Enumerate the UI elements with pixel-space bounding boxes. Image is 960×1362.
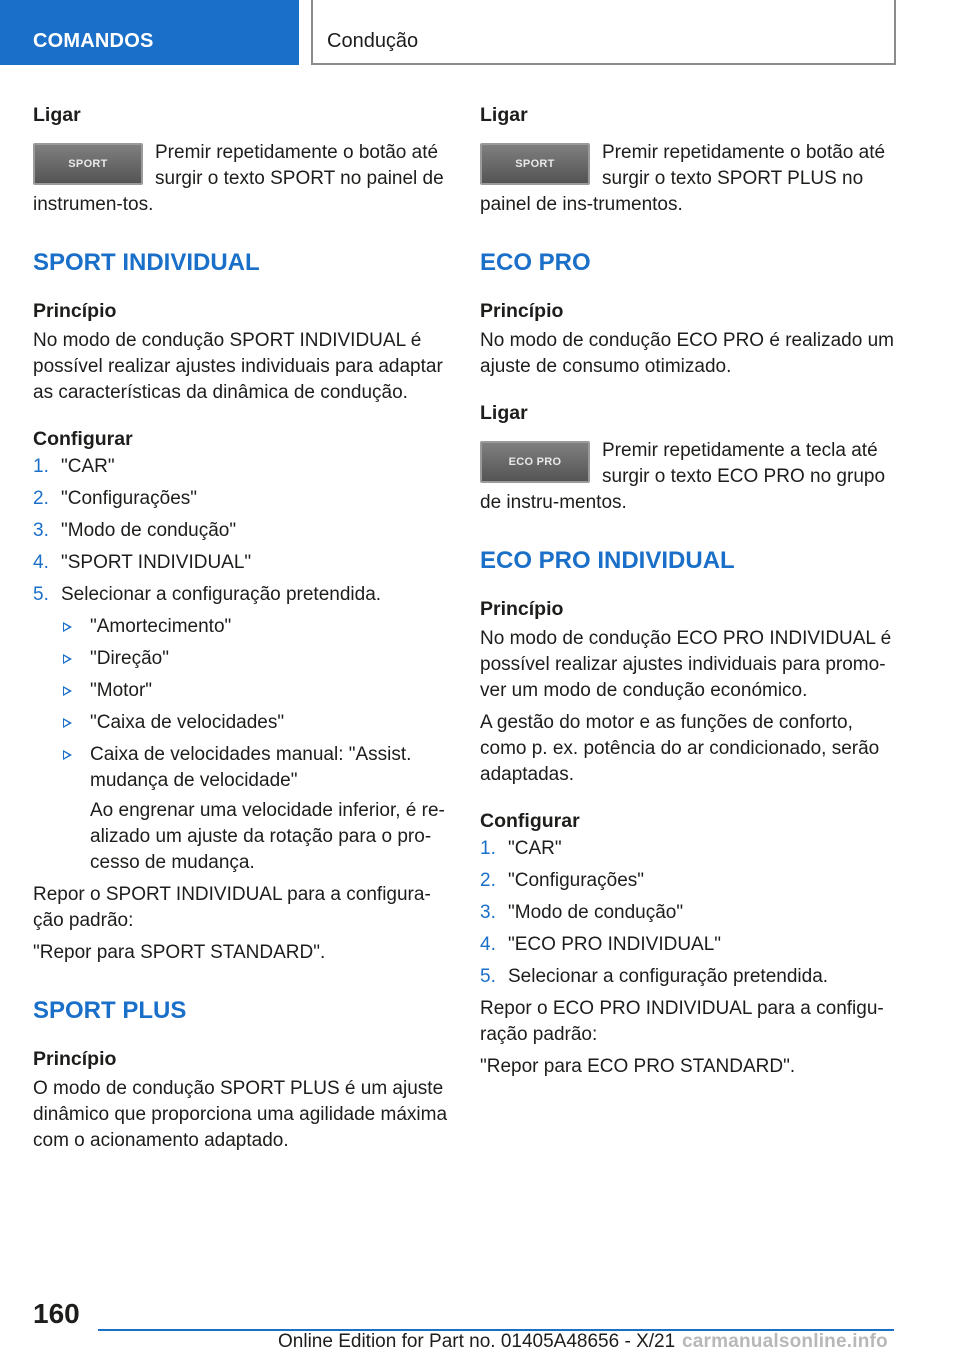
sport-button-icon: SPORT <box>480 143 590 185</box>
configurar-heading: Configurar <box>480 810 580 832</box>
triangle-bullet-icon <box>63 686 72 696</box>
sport-individual-title: SPORT INDIVIDUAL <box>33 249 260 276</box>
config-options <box>61 614 449 794</box>
ligar-text: Premir repetidamente o botão até surgir o texto SPORT PLUS no painel de ins-trumentos. <box>480 142 886 215</box>
principio-heading: Princípio <box>33 300 117 322</box>
list-item: "Caixa de velocidades" <box>61 710 449 736</box>
list-item: 5. Selecionar a configuração pretendida. <box>480 966 829 987</box>
config-steps <box>480 836 896 990</box>
list-item: "Direção" <box>61 646 449 672</box>
principio-heading: Princípio <box>480 598 564 620</box>
list-item: 5. Selecionar a configuração pretendida. <box>33 584 382 605</box>
config-steps <box>33 454 449 608</box>
eco-pro-ligar-block <box>480 438 896 516</box>
list-item: 2. "Configurações" <box>33 488 198 509</box>
ligar-text: Premir repetidamente a tecla até surgir o texto ECO PRO no grupo de instru-mentos. <box>480 440 886 513</box>
right-column <box>480 100 896 1080</box>
sport-plus-title: SPORT PLUS <box>33 997 187 1024</box>
triangle-bullet-icon <box>63 750 72 760</box>
list-item: 1. "CAR" <box>33 456 115 477</box>
configurar-heading: Configurar <box>33 428 133 450</box>
ligar-heading: Ligar <box>480 402 528 424</box>
list-item: "Motor" <box>61 678 449 704</box>
principio-heading: Princípio <box>480 300 564 322</box>
list-item: 4. "SPORT INDIVIDUAL" <box>33 552 252 573</box>
list-item: 2. "Configurações" <box>480 870 645 891</box>
list-item: Caixa de velocidades manual: "Assist. mudança de velocidade" <box>61 742 449 794</box>
principio-text-2: A gestão do motor e as funções de conforto, como p. ex. potência do ar condicionado, serão adaptadas. <box>480 712 880 785</box>
reset-value: "Repor para ECO PRO STANDARD". <box>480 1056 796 1077</box>
watermark: carmanualsonline.info <box>682 1331 888 1352</box>
section-title: Condução <box>311 0 896 65</box>
triangle-bullet-icon <box>63 622 72 632</box>
list-item: 3. "Modo de condução" <box>33 520 237 541</box>
edition-text: Online Edition for Part no. 01405A48656 - X/21 <box>278 1331 676 1352</box>
list-item: 1. "CAR" <box>480 838 562 859</box>
list-item: "Amortecimento" <box>61 614 449 640</box>
option-note: Ao engrenar uma velocidade inferior, é re-alizado um ajuste da rotação para o pro-cesso de mudança. <box>90 800 445 873</box>
reset-text: Repor o SPORT INDIVIDUAL para a configura-ção padrão: <box>33 884 431 931</box>
ligar-block <box>480 140 896 218</box>
reset-text: Repor o ECO PRO INDIVIDUAL para a configu-ração padrão: <box>480 998 884 1045</box>
principio-text: No modo de condução ECO PRO INDIVIDUAL é possível realizar ajustes individuais para promo-ver um modo de condução económico. <box>480 628 892 701</box>
eco-pro-individual-title: ECO PRO INDIVIDUAL <box>480 547 735 574</box>
principio-text: No modo de condução SPORT INDIVIDUAL é possível realizar ajustes individuais para adaptar as características da dinâmica de condução. <box>33 330 443 403</box>
eco-pro-button-icon: ECO PRO <box>480 441 590 483</box>
ligar-block <box>33 140 449 218</box>
eco-pro-title: ECO PRO <box>480 249 591 276</box>
principio-heading: Princípio <box>33 1048 117 1070</box>
ligar-text: Premir repetidamente o botão até surgir o texto SPORT no painel de instrumen-tos. <box>33 142 444 215</box>
list-item: 3. "Modo de condução" <box>480 902 684 923</box>
principio-text: O modo de condução SPORT PLUS é um ajuste dinâmico que proporciona uma agilidade máxima com o acionamento adaptado. <box>33 1078 448 1151</box>
chapter-tab: COMANDOS <box>0 0 299 65</box>
ligar-heading: Ligar <box>480 104 528 126</box>
page-number: 160 <box>33 1298 80 1329</box>
reset-value: "Repor para SPORT STANDARD". <box>33 942 326 963</box>
principio-text: No modo de condução ECO PRO é realizado um ajuste de consumo otimizado. <box>480 330 894 377</box>
left-column <box>33 100 449 1154</box>
list-item: 4. "ECO PRO INDIVIDUAL" <box>480 934 722 955</box>
ligar-heading: Ligar <box>33 104 81 126</box>
triangle-bullet-icon <box>63 654 72 664</box>
sport-button-icon: SPORT <box>33 143 143 185</box>
triangle-bullet-icon <box>63 718 72 728</box>
